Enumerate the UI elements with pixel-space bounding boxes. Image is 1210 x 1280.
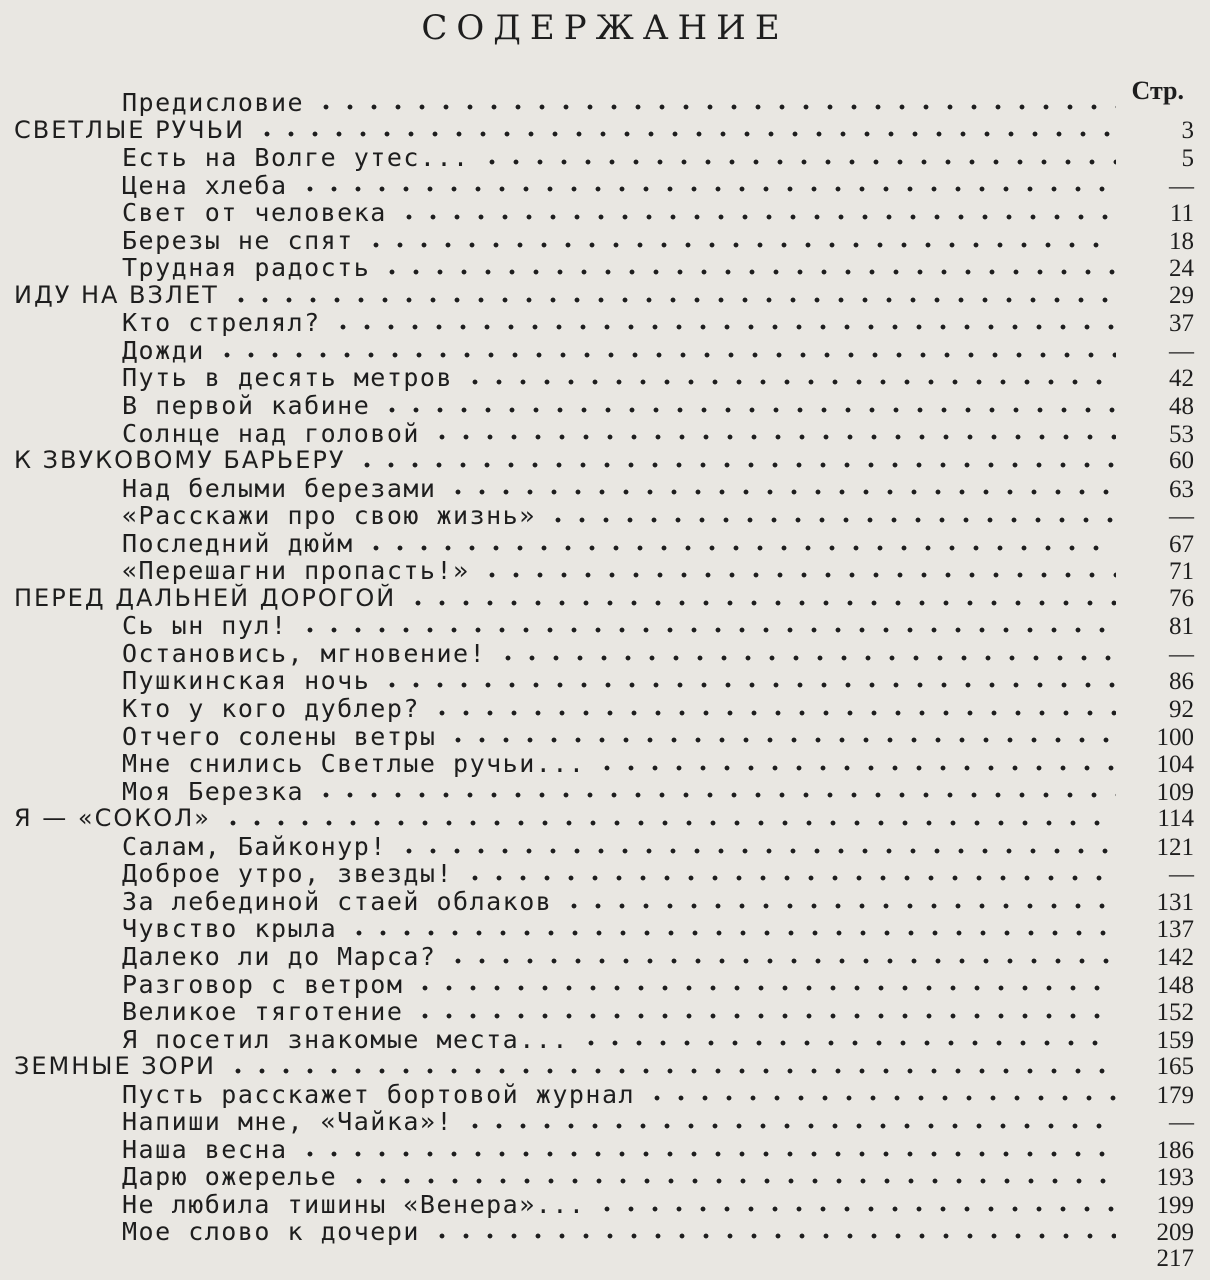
toc-entry-title: Чувство крыла — [122, 914, 338, 944]
toc-entry-row — [0, 391, 1210, 419]
toc-page-number: 53 — [1169, 420, 1194, 448]
dot-leader — [221, 819, 1116, 827]
toc-entry-row — [0, 501, 1210, 529]
toc-page-number: 3 — [1181, 116, 1194, 144]
toc-entry-title: СВЕТЛЫЕ РУЧЬИ — [14, 115, 246, 144]
dot-leader — [430, 709, 1116, 717]
dot-leader — [413, 1012, 1116, 1020]
dot-leader — [229, 296, 1116, 304]
toc-page-number: 142 — [1156, 943, 1194, 971]
dot-leader — [355, 461, 1116, 469]
toc-section-row — [0, 584, 1210, 612]
dot-leader — [480, 158, 1116, 166]
toc-entry-row — [0, 666, 1210, 694]
toc-entry-title: Солнце над головой — [122, 418, 420, 448]
toc-entry-row — [0, 419, 1210, 447]
dot-leader — [413, 984, 1116, 992]
toc-entry-row — [0, 1080, 1210, 1108]
toc-entry-title: Мне снились Светлые ручьи... — [122, 749, 586, 779]
page-title: СОДЕРЖАНИЕ — [421, 8, 789, 48]
toc-entry-title: ИДУ НА ВЗЛЕТ — [14, 280, 219, 309]
toc-entry-title: Пушкинская ночь — [122, 666, 371, 696]
toc-entry-row — [0, 1162, 1210, 1190]
toc-entry-title: Мое слово к дочери — [122, 1217, 420, 1247]
toc-page-number: 179 — [1156, 1081, 1194, 1109]
dot-leader — [364, 241, 1116, 249]
dot-leader — [430, 1232, 1116, 1240]
toc-page-number: 67 — [1169, 530, 1194, 558]
dot-leader — [595, 1205, 1116, 1213]
dot-leader — [463, 874, 1116, 882]
toc-entry-title: «Перешагни пропасть!» — [122, 556, 470, 586]
dot-leader — [380, 268, 1116, 276]
dot-leader — [562, 902, 1116, 910]
toc-entry-title: Дожди — [122, 335, 205, 365]
dot-leader — [579, 1039, 1116, 1047]
toc-entry-row — [0, 1245, 1210, 1273]
toc-entry-title: Кто у кого дублер? — [122, 694, 420, 724]
dot-leader — [215, 351, 1116, 359]
toc-entry-row — [0, 777, 1210, 805]
toc-entry-row — [0, 722, 1210, 750]
toc-page-number: 109 — [1156, 778, 1194, 806]
toc-page-number: 60 — [1169, 447, 1194, 475]
toc-page-number: 165 — [1156, 1053, 1194, 1081]
toc-page-number: 137 — [1156, 916, 1194, 944]
toc-list — [0, 88, 1210, 1273]
toc-entry-row — [0, 1107, 1210, 1135]
toc-entry-row — [0, 171, 1210, 199]
toc-entry-title: Наша весна — [122, 1134, 288, 1164]
toc-entry-row — [0, 88, 1210, 116]
toc-entry-title: Я — «СОКОЛ» — [14, 804, 211, 833]
toc-entry-row — [0, 749, 1210, 777]
dot-leader — [314, 103, 1116, 111]
toc-entry-title: Отчего солены ветры — [122, 721, 437, 751]
toc-page-number: — — [1169, 1109, 1194, 1137]
toc-page-number: 92 — [1169, 696, 1194, 724]
dot-leader — [446, 488, 1116, 496]
toc-page-number: 24 — [1169, 255, 1194, 283]
toc-entry-title: Разговор с ветром — [122, 969, 404, 999]
dot-leader — [446, 957, 1116, 965]
toc-page-number: 186 — [1156, 1136, 1194, 1164]
toc-entry-row — [0, 942, 1210, 970]
toc-page-number: 42 — [1169, 365, 1194, 393]
toc-page-number: 104 — [1156, 751, 1194, 779]
toc-page-number: 199 — [1156, 1191, 1194, 1219]
toc-entry-row — [0, 887, 1210, 915]
toc-entry-row — [0, 997, 1210, 1025]
dot-leader — [480, 571, 1116, 579]
toc-entry-title: ПЕРЕД ДАЛЬНЕЙ ДОРОГОЙ — [14, 583, 397, 612]
toc-page-number: 114 — [1157, 805, 1194, 833]
toc-page-number: — — [1169, 172, 1194, 200]
toc-page-number: 217 — [1156, 1244, 1194, 1272]
toc-page-number: 148 — [1156, 971, 1194, 999]
toc-page-number: 152 — [1156, 999, 1194, 1027]
dot-leader — [298, 626, 1116, 634]
dot-leader — [331, 323, 1116, 331]
toc-entry-title: Великое тяготение — [122, 997, 404, 1027]
dot-leader — [645, 1094, 1116, 1102]
toc-entry-row — [0, 970, 1210, 998]
toc-page-number: 100 — [1156, 723, 1194, 751]
toc-entry-title: В первой кабине — [122, 391, 371, 421]
toc-entry-row — [0, 198, 1210, 226]
toc-entry-title: Далеко ли до Марса? — [122, 941, 437, 971]
toc-page-number: 76 — [1169, 584, 1194, 612]
toc-page-number: — — [1169, 503, 1194, 531]
toc-entry-title: Дарю ожерелье — [122, 1162, 338, 1192]
toc-section-row — [0, 804, 1210, 832]
toc-entry-row — [0, 639, 1210, 667]
dot-leader — [546, 516, 1116, 524]
toc-entry-row — [0, 1190, 1210, 1218]
toc-section-row — [0, 446, 1210, 474]
dot-leader — [347, 1177, 1116, 1185]
toc-page-number: 159 — [1156, 1026, 1194, 1054]
toc-entry-row — [0, 556, 1210, 584]
toc-page-number: 11 — [1169, 200, 1194, 228]
toc-page-number: 29 — [1169, 281, 1194, 309]
toc-page-number: 5 — [1181, 145, 1194, 173]
toc-entry-title: «Расскажи про свою жизнь» — [122, 501, 536, 531]
dot-leader — [463, 378, 1116, 386]
toc-page-number: — — [1169, 861, 1194, 889]
toc-page-number: — — [1169, 337, 1194, 365]
toc-entry-row — [0, 832, 1210, 860]
toc-entry-title: Березы не спят — [122, 225, 354, 255]
toc-entry-title: Путь в десять метров — [122, 363, 454, 393]
toc-entry-title: За лебединой стаей облаков — [122, 886, 553, 916]
dot-leader — [496, 654, 1116, 662]
toc-page-number: 121 — [1156, 833, 1194, 861]
dot-leader — [347, 929, 1116, 937]
toc-entry-title: Последний дюйм — [122, 528, 354, 558]
dot-leader — [298, 1150, 1116, 1158]
toc-entry-title: Сь ын пул! — [122, 611, 288, 641]
dot-leader — [380, 681, 1116, 689]
toc-entry-title: Остановись, мгновение! — [122, 638, 487, 668]
toc-entry-row — [0, 143, 1210, 171]
dot-leader — [397, 847, 1116, 855]
dot-leader — [298, 185, 1116, 193]
toc-entry-row — [0, 694, 1210, 722]
toc-page-number: 193 — [1156, 1164, 1194, 1192]
toc-entry-row — [0, 308, 1210, 336]
toc-entry-row — [0, 336, 1210, 364]
dot-leader — [595, 764, 1116, 772]
toc-section-row — [0, 1052, 1210, 1080]
toc-entry-row — [0, 226, 1210, 254]
toc-entry-row — [0, 611, 1210, 639]
page-column-label: Стр. — [1131, 76, 1184, 105]
toc-page-number: 48 — [1169, 393, 1194, 421]
toc-entry-title: ЗЕМНЫЕ ЗОРИ — [14, 1052, 216, 1081]
toc-entry-title: Свет от человека — [122, 198, 387, 228]
toc-entry-title: Моя Березка — [122, 776, 305, 806]
toc-page-number: 81 — [1169, 613, 1194, 641]
toc-entry-row — [0, 1025, 1210, 1053]
dot-leader — [463, 1122, 1116, 1130]
dot-leader — [314, 791, 1116, 799]
toc-entry-title: К ЗВУКОВОМУ БАРЬЕРУ — [14, 446, 346, 475]
toc-entry-title: Не любила тишины «Венера»... — [122, 1189, 586, 1219]
toc-page-number: 37 — [1169, 310, 1194, 338]
toc-page-number: 131 — [1156, 888, 1194, 916]
toc-entry-row — [0, 529, 1210, 557]
toc-page-number: 63 — [1169, 475, 1194, 503]
toc-section-row — [0, 116, 1210, 144]
dot-leader — [380, 406, 1116, 414]
dot-leader — [364, 544, 1116, 552]
toc-page-number: 71 — [1169, 558, 1194, 586]
toc-entry-title: Напиши мне, «Чайка»! — [122, 1107, 454, 1137]
toc-page-number: 18 — [1169, 227, 1194, 255]
toc-page-number: — — [1169, 640, 1194, 668]
toc-entry-title: Есть на Волге утес... — [122, 143, 470, 173]
dot-leader — [397, 213, 1116, 221]
dot-leader — [446, 736, 1116, 744]
toc-entry-title: Трудная радость — [122, 253, 371, 283]
toc-entry-title: Предисловие — [122, 88, 305, 117]
toc-entry-row — [0, 474, 1210, 502]
toc-entry-title: Пусть расскажет бортовой журнал — [122, 1079, 636, 1109]
toc-entry-title: Салам, Байконур! — [122, 831, 387, 861]
toc-entry-row — [0, 914, 1210, 942]
dot-leader — [226, 1067, 1116, 1075]
toc-page-number: 209 — [1156, 1219, 1194, 1247]
toc-page-number: 86 — [1169, 668, 1194, 696]
toc-section-row — [0, 281, 1210, 309]
dot-leader — [255, 130, 1116, 138]
toc-entry-row — [0, 1217, 1210, 1245]
dot-leader — [406, 599, 1116, 607]
toc-entry-title: Я посетил знакомые места... — [122, 1024, 569, 1054]
toc-entry-row — [0, 859, 1210, 887]
toc-entry-title: Кто стрелял? — [122, 308, 321, 338]
toc-entry-row — [0, 253, 1210, 281]
dot-leader — [430, 433, 1116, 441]
toc-entry-title: Цена хлеба — [122, 170, 288, 200]
toc-entry-title: Доброе утро, звезды! — [122, 859, 454, 889]
toc-entry-row — [0, 363, 1210, 391]
toc-entry-row — [0, 1135, 1210, 1163]
toc-entry-title: Над белыми березами — [122, 473, 437, 503]
